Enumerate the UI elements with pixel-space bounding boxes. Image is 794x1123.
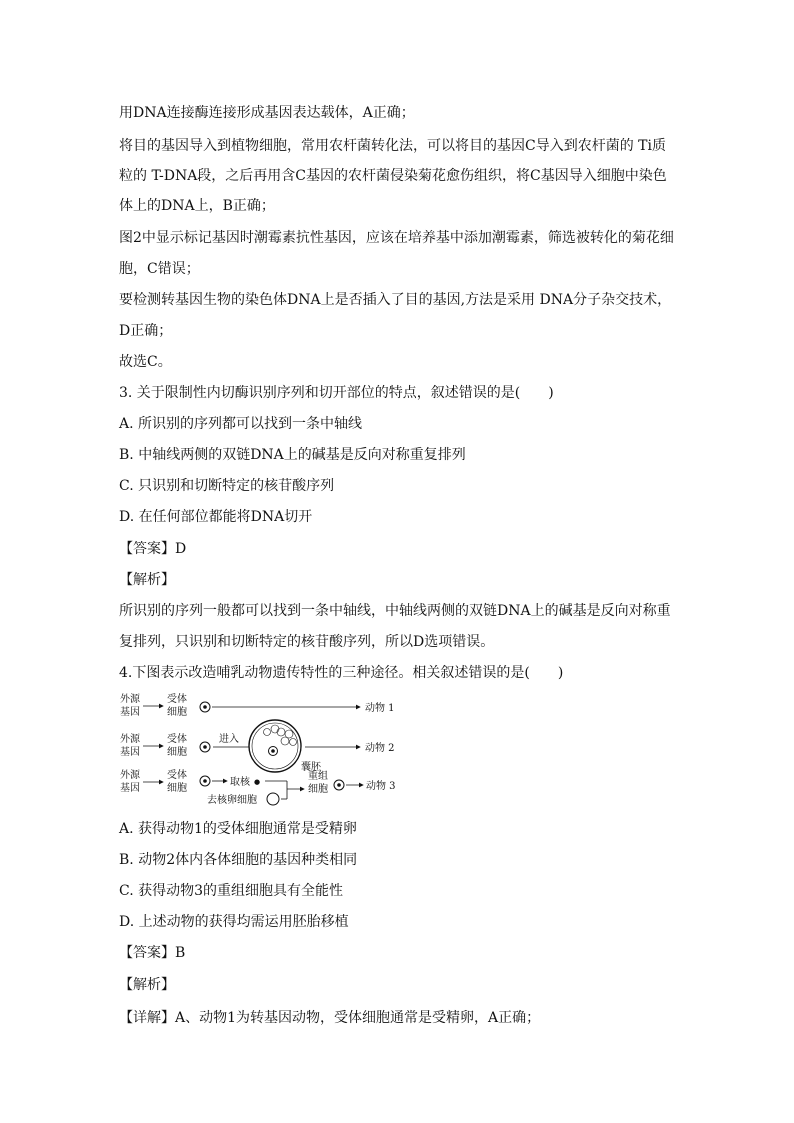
text-line: 【详解】A、动物1为转基因动物，受体细胞通常是受精卵，A正确； (119, 1010, 541, 1026)
text-line: 用DNA连接酶连接形成基因表达载体，A正确； (119, 105, 415, 121)
label-chongzu-xibao: 细胞 (308, 784, 328, 795)
label-jiyin: 基因 (120, 707, 140, 718)
text-line: 粒的 T-DNA段，之后再用含C基因的农杆菌侵染菊花愈伤组织，将C基因导入细胞中染色 (119, 168, 667, 184)
label-xibao: 细胞 (167, 783, 187, 794)
label-dongwu2: 动物 2 (365, 743, 395, 754)
text-line: 将目的基因导入到植物细胞，常用农杆菌转化法，可以将目的基因C导入到农杆菌的 Ti质 (119, 138, 666, 154)
label-jinru: 进入 (219, 734, 239, 745)
text-line: 复排列，只识别和切断特定的核苷酸序列，所以D选项错误。 (119, 634, 495, 650)
label-xibao: 细胞 (167, 747, 187, 758)
answer-label: 【答案】B (119, 945, 186, 961)
nucleus-icon (203, 705, 207, 709)
text-line: 所识别的序列一般都可以找到一条中轴线，中轴线两侧的双链DNA上的碱基是反向对称重 (119, 603, 671, 619)
question-4-stem: 4.下图表示改造哺乳动物遗传特性的三种途径。相关叙述错误的是( ) (119, 665, 564, 681)
option-b: B. 动物2体内各体细胞的基因种类相同 (119, 852, 358, 868)
nucleus-icon (203, 779, 207, 783)
label-waiyuan: 外源 (120, 734, 140, 745)
option-c: C. 获得动物3的重组细胞具有全能性 (119, 883, 344, 899)
label-dongwu1: 动物 1 (365, 703, 395, 714)
label-shouti: 受体 (167, 734, 187, 745)
dot-icon: ● (254, 778, 261, 786)
label-waiyuan: 外源 (120, 694, 140, 705)
text-line: 故选C。 (119, 354, 172, 370)
label-shouti: 受体 (167, 694, 187, 705)
nucleus-icon (337, 783, 341, 787)
label-jiyin: 基因 (120, 747, 140, 758)
option-a: A. 所识别的序列都可以找到一条中轴线 (119, 416, 363, 432)
option-c: C. 只识别和切断特定的核苷酸序列 (119, 478, 335, 494)
label-quhe-luan: 去核卵细胞 (207, 795, 257, 806)
label-shouti: 受体 (167, 770, 187, 781)
enucleated-egg-icon (267, 793, 279, 805)
text-line: 胞，C错误； (119, 261, 200, 277)
nucleus-icon (203, 745, 207, 749)
option-d: D. 上述动物的获得均需运用胚胎移植 (119, 914, 349, 930)
text-line: 图2中显示标记基因时潮霉素抗性基因，应该在培养基中添加潮霉素，筛选被转化的菊花细 (119, 230, 674, 246)
text-line: 体上的DNA上，B正确； (119, 198, 275, 214)
answer-label: 【答案】D (119, 541, 187, 557)
label-waiyuan: 外源 (120, 770, 140, 781)
option-b: B. 中轴线两侧的双链DNA上的碱基是反向对称重复排列 (119, 447, 466, 463)
blastocyst-icon (249, 720, 301, 772)
analysis-label: 【解析】 (119, 572, 175, 588)
label-jiyin: 基因 (120, 783, 140, 794)
question-3-stem: 3. 关于限制性内切酶识别序列和切开部位的特点，叙述错误的是( ) (119, 385, 554, 401)
label-chongzu: 重组 (308, 771, 328, 782)
label-nangpei: 囊胚 (301, 762, 321, 773)
analysis-label: 【解析】 (119, 977, 175, 993)
text-line: D正确； (119, 323, 173, 339)
option-a: A. 获得动物1的受体细胞通常是受精卵 (119, 821, 357, 837)
text-line: 要检测转基因生物的染色体DNA上是否插入了目的基因,方法是采用 DNA分子杂交技术， (119, 292, 672, 308)
label-quhe: 取核 (230, 777, 250, 788)
pathway-diagram (115, 690, 415, 810)
option-d: D. 在任何部位都能将DNA切开 (119, 509, 313, 525)
label-xibao: 细胞 (167, 707, 187, 718)
label-dongwu3: 动物 3 (366, 781, 396, 792)
